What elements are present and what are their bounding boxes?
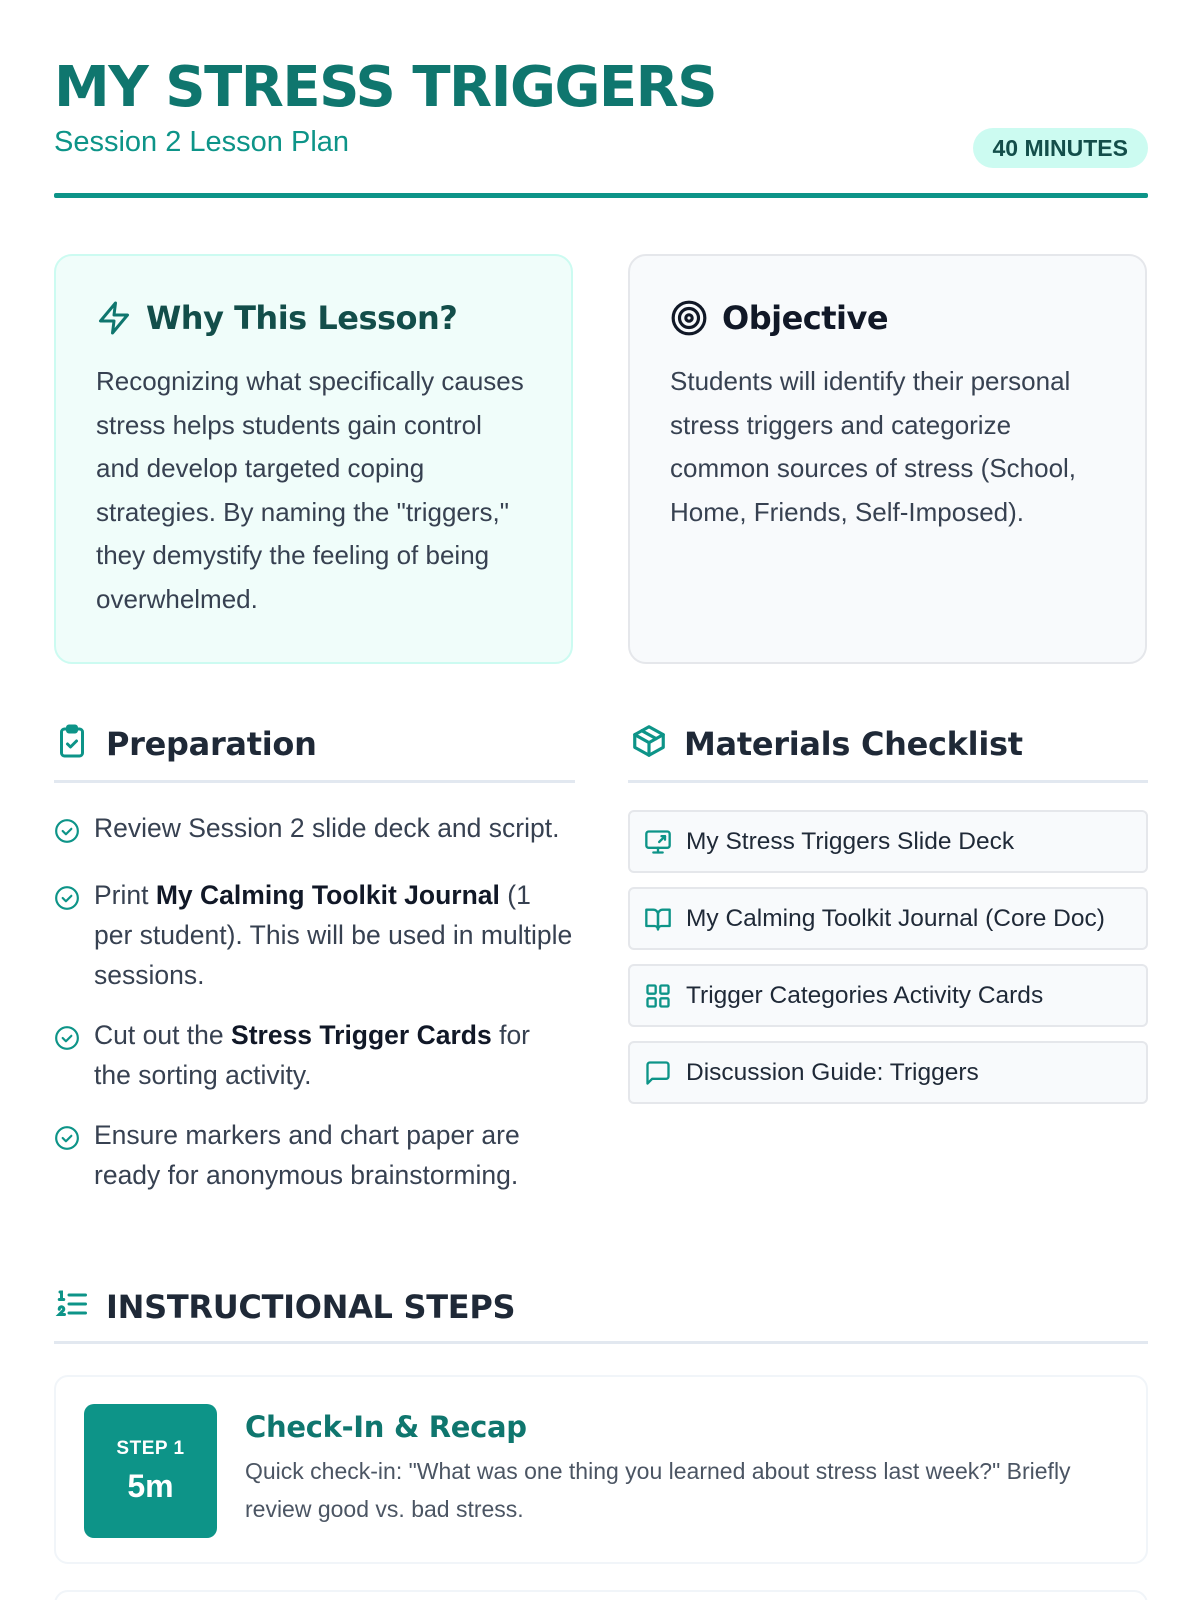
step-badge <box>84 1404 217 1538</box>
material-item[interactable] <box>628 964 1148 1027</box>
check-circle-icon <box>54 882 80 995</box>
step-card <box>54 1375 1148 1564</box>
materials-divider <box>628 780 1148 783</box>
target-icon <box>670 299 708 337</box>
check-circle-icon <box>54 815 80 855</box>
step-title: Check-In & Recap <box>245 1410 527 1444</box>
material-item[interactable] <box>628 810 1148 873</box>
presentation-icon <box>644 828 672 856</box>
message-square-icon <box>644 1059 672 1087</box>
item-emphasis: My Calming Toolkit Journal <box>155 880 500 910</box>
material-label: Discussion Guide: Triggers <box>686 1058 979 1086</box>
list-item <box>54 875 574 995</box>
item-emphasis: Stress Trigger Cards <box>231 1020 492 1050</box>
step-card-next <box>54 1590 1148 1600</box>
preparation-title: Preparation <box>106 724 317 763</box>
material-label: My Calming Toolkit Journal (Core Doc) <box>686 904 1105 932</box>
item-text: Ensure markers and chart paper are ready for anonymous brainstorming. <box>94 1120 520 1190</box>
steps-divider <box>54 1341 1148 1344</box>
materials-title: Materials Checklist <box>684 724 1023 763</box>
item-text: Review Session 2 slide deck and script. <box>94 813 560 843</box>
lightning-icon <box>96 300 132 336</box>
list-ordered-icon <box>54 1286 90 1327</box>
step-body <box>245 1410 1105 1528</box>
instructional-steps-header <box>54 1286 515 1327</box>
page-title: MY STRESS TRIGGERS <box>54 55 717 120</box>
objective-title: Objective <box>722 299 889 337</box>
clipboard-check-icon <box>54 722 90 765</box>
package-icon <box>630 722 668 765</box>
item-text: (1 per student). This will be used in multiple sessions. <box>94 880 573 990</box>
material-item[interactable] <box>628 1041 1148 1104</box>
why-lesson-card <box>54 254 573 664</box>
step-text: Quick check-in: "What was one thing you learned about stress last week?" Briefly review good vs. bad stress. <box>245 1458 1071 1522</box>
page-header <box>54 55 1148 160</box>
objective-text: Students will identify their personal stress triggers and categorize common sources of stress (School, Home, Friends, Self-Imposed). <box>670 366 1077 527</box>
header-divider <box>54 193 1148 198</box>
book-open-icon <box>644 905 672 933</box>
item-text: Cut out the <box>94 1020 232 1050</box>
page-subtitle: Session 2 Lesson Plan <box>54 126 350 158</box>
preparation-header <box>54 722 317 765</box>
preparation-list <box>54 808 574 1215</box>
step-duration: 5m <box>127 1468 174 1504</box>
item-text: for the sorting activity. <box>94 1020 531 1090</box>
step-label: STEP 1 <box>116 1438 185 1459</box>
list-item <box>54 808 574 855</box>
objective-card <box>628 254 1147 664</box>
material-label: Trigger Categories Activity Cards <box>686 981 1044 1009</box>
item-text: Print <box>94 880 156 910</box>
check-circle-icon <box>54 1122 80 1195</box>
material-label: My Stress Triggers Slide Deck <box>686 827 1015 855</box>
instructional-steps-title: INSTRUCTIONAL STEPS <box>106 1287 516 1326</box>
list-item <box>54 1115 574 1195</box>
material-item[interactable] <box>628 887 1148 950</box>
materials-header <box>630 722 1023 765</box>
why-lesson-title: Why This Lesson? <box>146 299 458 337</box>
materials-list <box>628 810 1148 1118</box>
check-circle-icon <box>54 1022 80 1095</box>
duration-badge: 40 MINUTES <box>973 128 1148 168</box>
list-item <box>54 1015 574 1095</box>
preparation-divider <box>54 780 575 783</box>
why-lesson-text: Recognizing what specifically causes stress helps students gain control and develop targeted coping strategies. By naming the "triggers," they demystify the feeling of being overwhelmed. <box>96 366 524 614</box>
grid-icon <box>644 982 672 1010</box>
